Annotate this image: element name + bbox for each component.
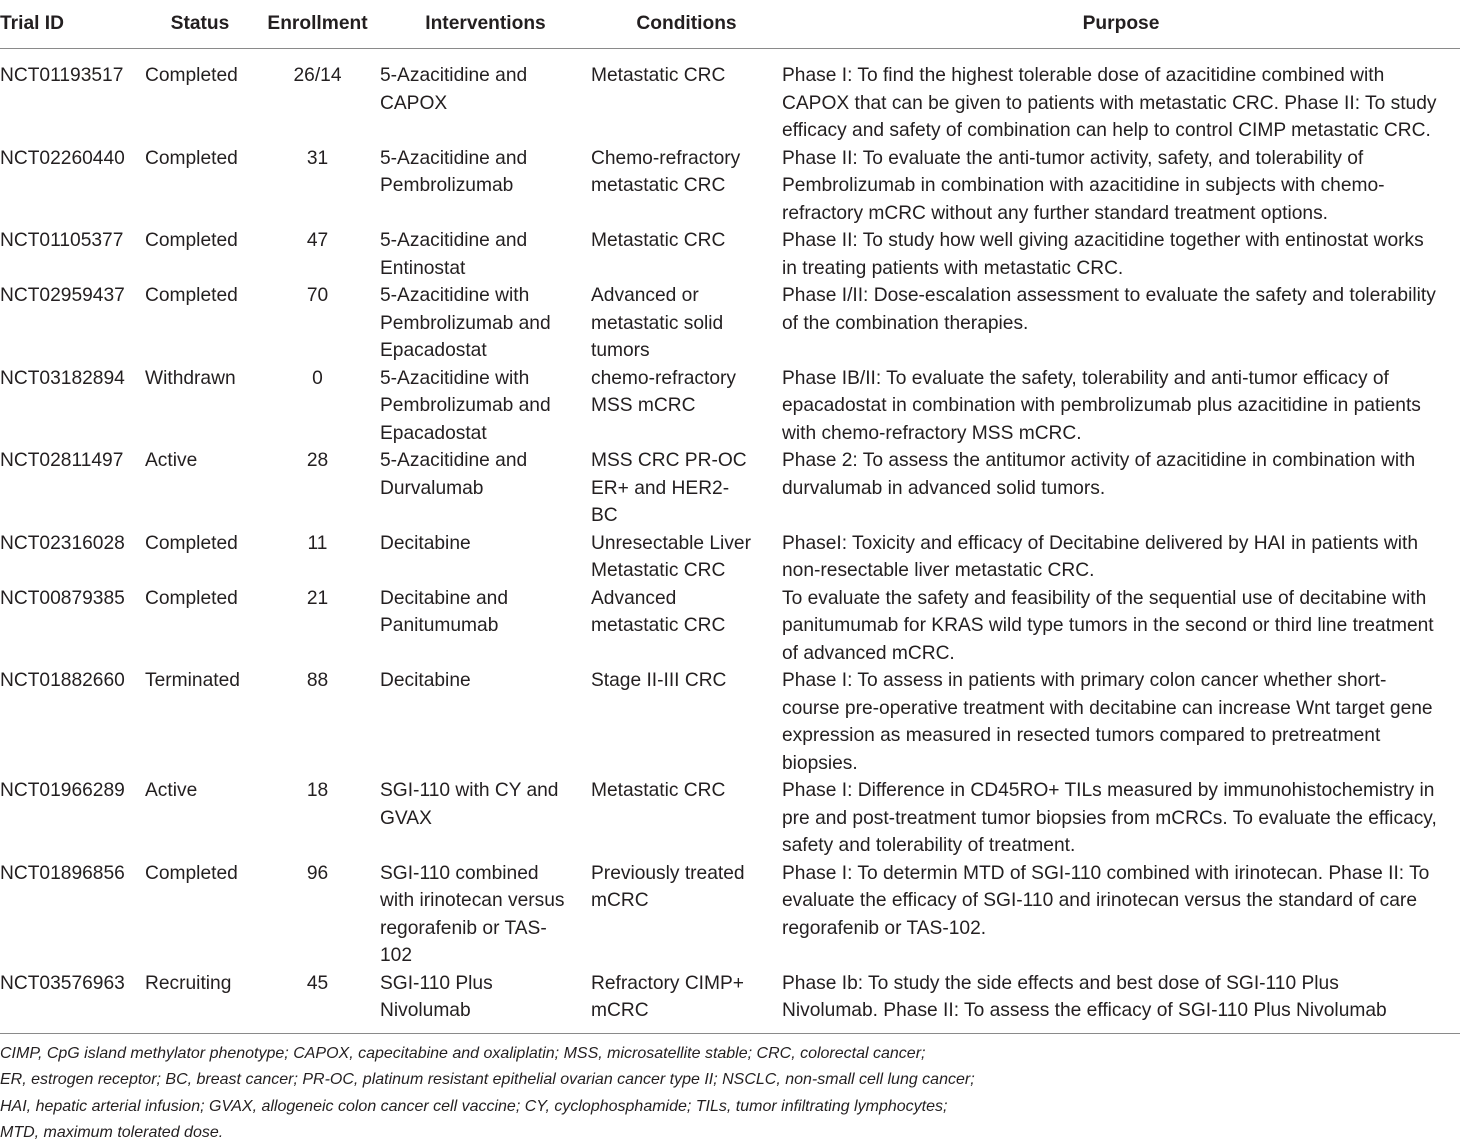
conditions-cell: Unresectable Liver Metastatic CRC (591, 532, 751, 581)
purpose-cell: Phase I/II: Dose-escalation assessment to evaluate the safety and tolerability of the combination therapies. (782, 285, 1436, 334)
interventions-cell: 5-Azacitidine and Pembrolizumab (380, 147, 528, 196)
trial-id-cell: NCT02811497 (0, 450, 124, 471)
interventions-cell: 5-Azacitidine and Durvalumab (380, 450, 528, 499)
purpose-cell: Phase I: Difference in CD45RO+ TILs measured by immunohistochemistry in pre and post-treatment tumor biopsies from mCRCs. To evaluate the efficacy, safety and tolerability of treatment. (782, 780, 1437, 856)
purpose-cell: Phase Ib: To study the side effects and best dose of SGI-110 Plus Nivolumab. Phase II: To assess the efficacy of SGI-110 Plus Nivolumab (782, 970, 1460, 1034)
interventions-cell: SGI-110 with CY and GVAX (380, 780, 559, 829)
conditions-cell: Advanced metastatic CRC (591, 587, 726, 636)
table-row (0, 585, 1460, 668)
enrollment-cell: 45 (255, 970, 380, 1034)
interventions-cell: 5-Azacitidine with Pembrolizumab and Epacadostat (380, 367, 551, 444)
status-cell: Completed (145, 285, 238, 306)
purpose-cell: To evaluate the safety and feasibility of the sequential use of decitabine with panitumumab for KRAS wild type tumors in the second or third line treatment of advanced mCRC. (782, 587, 1434, 664)
table-row (0, 145, 1460, 228)
purpose-cell: Phase II: To evaluate the anti-tumor activity, safety, and tolerability of Pembrolizumab in combination with azacitidine in subjects with chemo- refractory mCRC without any further standard treatment options. (782, 147, 1385, 224)
status-cell: Active (145, 450, 198, 471)
interventions-cell: Decitabine (380, 532, 471, 554)
header-trial-id: Trial ID (0, 0, 145, 49)
trial-id-cell: NCT01882660 (0, 670, 125, 691)
trial-id-cell: NCT02260440 (0, 147, 125, 169)
purpose-cell: PhaseI: Toxicity and efficacy of Decitabine delivered by HAI in patients with non-resectable liver metastatic CRC. (782, 532, 1419, 581)
table-row (0, 860, 1460, 970)
header-conditions: Conditions (591, 0, 782, 49)
status-cell: Completed (145, 230, 238, 251)
header-enrollment: Enrollment (255, 0, 380, 49)
trial-id-cell: NCT02959437 (0, 285, 125, 306)
trial-id-cell: NCT00879385 (0, 587, 125, 609)
enrollment-cell: 31 (306, 147, 329, 169)
status-cell: Completed (145, 65, 238, 86)
interventions-cell: SGI-110 combined with irinotecan versus regorafenib or TAS- 102 (380, 862, 565, 966)
table-row (0, 970, 1460, 1034)
enrollment-cell: 0 (312, 367, 323, 389)
status-cell: Completed (145, 862, 238, 884)
trial-id-cell: NCT01193517 (0, 65, 124, 86)
trial-id-cell: NCT03576963 (0, 970, 145, 1034)
purpose-cell: Phase IB/II: To evaluate the safety, tolerability and anti-tumor efficacy of epacadostat in combination with pembrolizumab plus azacitidine in patients with chemo-refractory MSS mCRC. (782, 367, 1421, 444)
trial-id-cell: NCT01105377 (0, 230, 124, 251)
purpose-cell: Phase I: To determin MTD of SGI-110 combined with irinotecan. Phase II: To evaluate the efficacy of SGI-110 and irinotecan versus the standard of care regorafenib or TAS-102. (782, 862, 1430, 939)
status-cell: Completed (145, 532, 238, 554)
enrollment-cell: 26/14 (293, 65, 342, 86)
table-row (0, 365, 1460, 448)
enrollment-cell: 21 (306, 587, 329, 609)
status-cell: Recruiting (145, 970, 255, 1034)
purpose-cell: Phase I: To assess in patients with primary colon cancer whether short- course pre-operative treatment with decitabine can increase Wnt target gene expression as measured in resected tumors compared to pretreatment biopsies. (782, 670, 1433, 774)
table-row (0, 447, 1460, 530)
conditions-cell: Chemo-refractory metastatic CRC (591, 147, 741, 196)
enrollment-cell: 28 (306, 450, 329, 471)
status-cell: Active (145, 780, 198, 801)
interventions-cell: Decitabine and Panitumumab (380, 587, 509, 636)
enrollment-cell: 47 (306, 230, 329, 251)
header-status: Status (145, 0, 255, 49)
enrollment-cell: 18 (306, 780, 329, 801)
status-cell: Withdrawn (145, 367, 236, 389)
table-row (0, 227, 1460, 282)
purpose-cell: Phase II: To study how well giving azacitidine together with entinostat works in treating patients with metastatic CRC. (782, 230, 1424, 279)
conditions-cell: Stage II-III CRC (591, 670, 727, 691)
interventions-cell: SGI-110 Plus Nivolumab (380, 970, 591, 1034)
conditions-cell: chemo-refractory MSS mCRC (591, 367, 737, 416)
conditions-cell: Metastatic CRC (591, 65, 726, 86)
enrollment-cell: 88 (306, 670, 329, 691)
conditions-cell: Metastatic CRC (591, 780, 726, 801)
conditions-cell: Metastatic CRC (591, 230, 726, 251)
trial-id-cell: NCT03182894 (0, 367, 125, 389)
conditions-cell: Advanced or metastatic solid tumors (591, 285, 724, 361)
conditions-cell: Refractory CIMP+ mCRC (591, 970, 782, 1034)
conditions-cell: Previously treated mCRC (591, 862, 745, 911)
header-purpose: Purpose (782, 0, 1460, 49)
table-row (0, 49, 1460, 145)
interventions-cell: 5-Azacitidine with Pembrolizumab and Epacadostat (380, 285, 551, 361)
trial-id-cell: NCT01896856 (0, 862, 125, 884)
table-header-row (0, 0, 1460, 49)
status-cell: Completed (145, 147, 238, 169)
enrollment-cell: 70 (306, 285, 329, 306)
table-row (0, 777, 1460, 860)
table-row (0, 282, 1460, 365)
status-cell: Completed (145, 587, 238, 609)
table-body (0, 49, 1460, 1034)
purpose-cell: Phase I: To find the highest tolerable dose of azacitidine combined with CAPOX that can be given to patients with metastatic CRC. Phase II: To study efficacy and safety of combination can help to control CIMP metastatic CRC. (782, 65, 1437, 141)
enrollment-cell: 96 (306, 862, 329, 884)
table-row (0, 667, 1460, 777)
header-interventions: Interventions (380, 0, 591, 49)
enrollment-cell: 11 (307, 532, 328, 554)
interventions-cell: Decitabine (380, 670, 471, 691)
trial-id-cell: NCT02316028 (0, 532, 125, 554)
conditions-cell: MSS CRC PR-OC ER+ and HER2- BC (591, 450, 747, 526)
trial-id-cell: NCT01966289 (0, 780, 125, 801)
purpose-cell: Phase 2: To assess the antitumor activity of azacitidine in combination with durvalumab in advanced solid tumors. (782, 450, 1416, 499)
table-footnote: CIMP, CpG island methylator phenotype; CAPOX, capecitabine and oxaliplatin; MSS, microsatellite stable; CRC, colorectal cancer; ER, estrogen receptor; BC, breast cancer; PR-OC, platinum resistant epithelial ovarian cancer type II; NSCLC, non-small cell lung cancer; HAI, hepatic arterial infusion; GVAX, allogeneic colon cancer cell vaccine; CY, cyclophosphamide; TILs, tumor infiltrating lymphocytes; MTD, maximum tolerated dose. (0, 1044, 975, 1141)
interventions-cell: 5-Azacitidine and Entinostat (380, 230, 528, 279)
status-cell: Terminated (145, 670, 240, 691)
interventions-cell: 5-Azacitidine and CAPOX (380, 65, 528, 114)
table-row (0, 530, 1460, 585)
